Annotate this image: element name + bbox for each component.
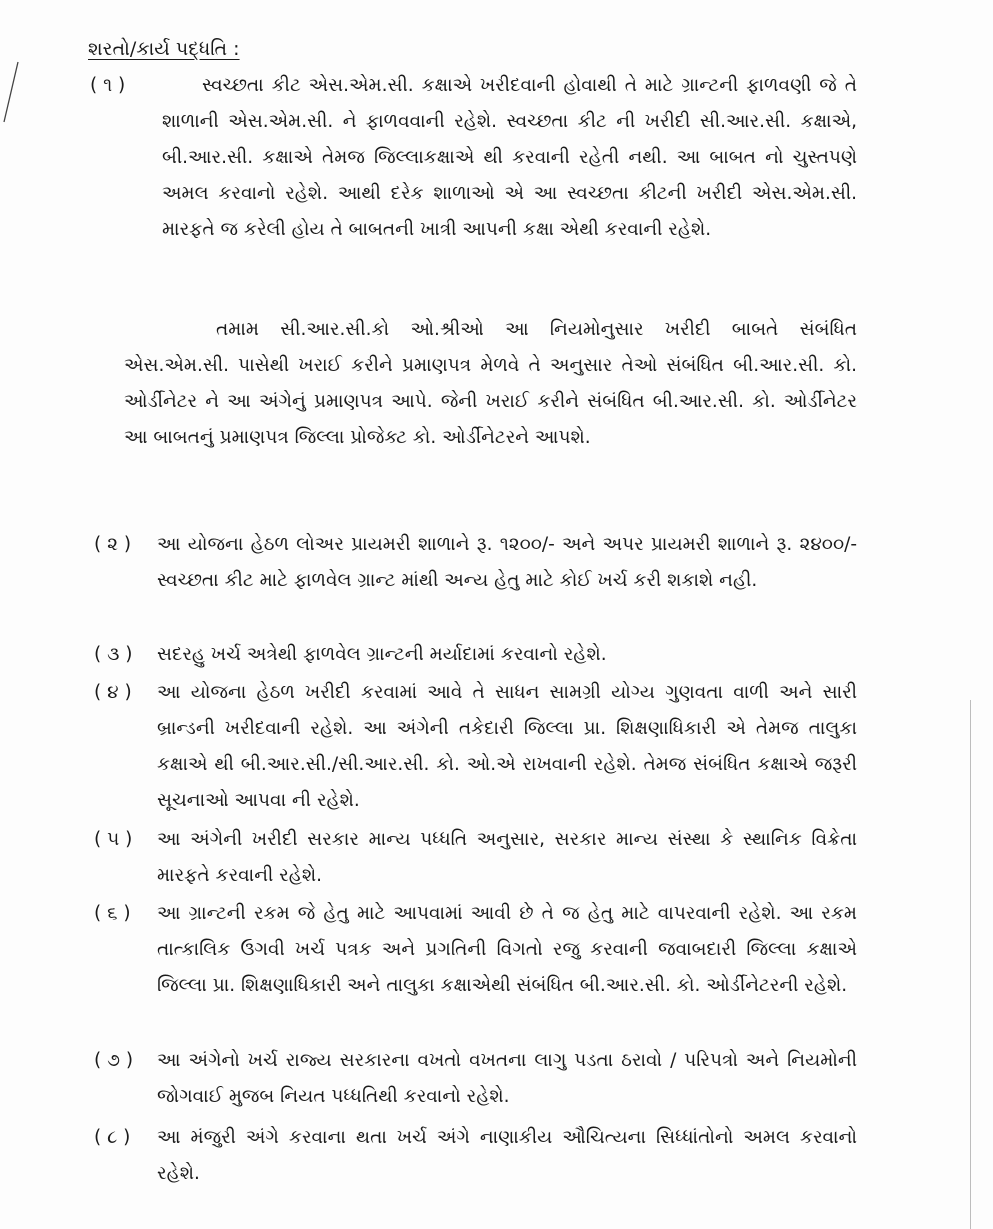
item-text: સદરહુ ખર્ચ અત્રેથી ફાળવેલ ગ્રાન્ટની મર્યાદામાં કરવાનો રહેશે. [157, 644, 607, 665]
item-number: ( ૭ ) [94, 1050, 134, 1071]
item-number: ( ૪ ) [94, 682, 132, 703]
item-text-continuation: તમામ સી.આર.સી.કો ઓ.શ્રીઓ આ નિયમોનુસાર ખરીદી બાબતે સંબંધિત એસ.એમ.સી. પાસેથી ખરાઈ કરીને પ્રમાણપત્ર મેળવે તે અનુસાર તેઓ સંબંધિત બી.આર.સી. કો. ઓર્ડીનેટર ને આ અંગેનું પ્રમાણપત્ર આપે. જેની ખરાઈ કરીને સંબંધિત બી.આર.સી. કો. ઓર્ડીનેટર આ બાબતનું પ્રમાણપત્ર જિલ્લા પ્રોજેક્ટ કો. ઓર્ડીનેટરને આપશે. [124, 319, 857, 448]
item-number: ( ૮ ) [94, 1127, 131, 1148]
item-text: સ્વચ્છતા કીટ એસ.એમ.સી. કક્ષાએ ખરીદવાની હોવાથી તે માટે ગ્રાન્ટની ફાળવણી જે તે શાળાની એસ.એમ.સી. ને ફાળવવાની રહેશે. સ્વચ્છતા કીટ ની ખરીદી સી.આર.સી. કક્ષાએ, બી.આર.સી. કક્ષાએ તેમજ જિલ્લાકક્ષાએ થી કરવાની રહેતી નથી. આ બાબત નો ચુસ્તપણે અમલ કરવાનો રહેશે. આથી દરેક શાળાઓ એ આ સ્વચ્છતા કીટની ખરીદી એસ.એમ.સી. મારફતે જ કરેલી હોય તે બાબતની ખાત્રી આપની કક્ષા એથી કરવાની રહેશે. [162, 75, 857, 240]
margin-pen-stroke [0, 0, 40, 160]
item-text: આ મંજુરી અંગે કરવાના થતા ખર્ચ અંગે નાણાકીય ઔચિત્યના સિધ્ધાંતોનો અમલ કરવાનો રહેશે. [157, 1127, 857, 1184]
item-number: ( ૬ ) [94, 903, 131, 924]
item-number: ( ૩ ) [94, 644, 133, 665]
item-number: ( ૧ ) [90, 75, 126, 96]
item-text: આ યોજના હેઠળ લોઅર પ્રાયમરી શાળાને રૂ. ૧૨૦૦/- અને અપર પ્રાયમરી શાળાને રૂ. ૨૪૦૦/- સ્વચ્છતા કીટ માટે ફાળવેલ ગ્રાન્ટ માંથી અન્ય હેતુ માટે કોઈ ખર્ચ કરી શકાશે નહી. [157, 534, 857, 591]
item-number: ( ૨ ) [94, 534, 132, 555]
item-text: આ યોજના હેઠળ ખરીદી કરવામાં આવે તે સાધન સામગ્રી યોગ્ય ગુણવતા વાળી અને સારી બ્રાન્ડની ખરીદવાની રહેશે. આ અંગેની તકેદારી જિલ્લા પ્રા. શિક્ષણાધિકારી એ તેમજ તાલુકા કક્ષાએ થી બી.આર.સી./સી.આર.સી. કો. ઓ.એ રાખવાની રહેશે. તેમજ સંબંધિત કક્ષાએ જરૂરી સૂચનાઓ આપવા ની રહેશે. [157, 682, 857, 811]
item-text: આ અંગેનો ખર્ચ રાજ્ય સરકારના વખતો વખતના લાગુ પડતા ઠરાવો / પરિપત્રો અને નિયમોની જોગવાઈ મુજબ નિયત પધ્ધતિથી કરવાનો રહેશે. [157, 1050, 857, 1107]
item-text: આ અંગેની ખરીદી સરકાર માન્ય પધ્ધતિ અનુસાર, સરકાર માન્ય સંસ્થા કે સ્થાનિક વિક્રેતા મારફતે કરવાની રહેશે. [157, 829, 857, 886]
page-heading: શરતો/કાર્ય પદ્ધતિ : [88, 38, 240, 60]
item-text: આ ગ્રાન્ટની રકમ જે હેતુ માટે આપવામાં આવી છે તે જ હેતુ માટે વાપરવાની રહેશે. આ રકમ તાત્કાલિક ઉગવી ખર્ચ પત્રક અને પ્રગતિની વિગતો રજુ કરવાની જવાબદારી જિલ્લા કક્ષાએ જિલ્લા પ્રા. શિક્ષણાધિકારી અને તાલુકા કક્ષાએથી સંબંધિત બી.આર.સી. કો. ઓર્ડીનેટરની રહેશે. [157, 903, 857, 996]
scan-edge-line [970, 700, 971, 1229]
item-number: ( ૫ ) [94, 829, 133, 850]
